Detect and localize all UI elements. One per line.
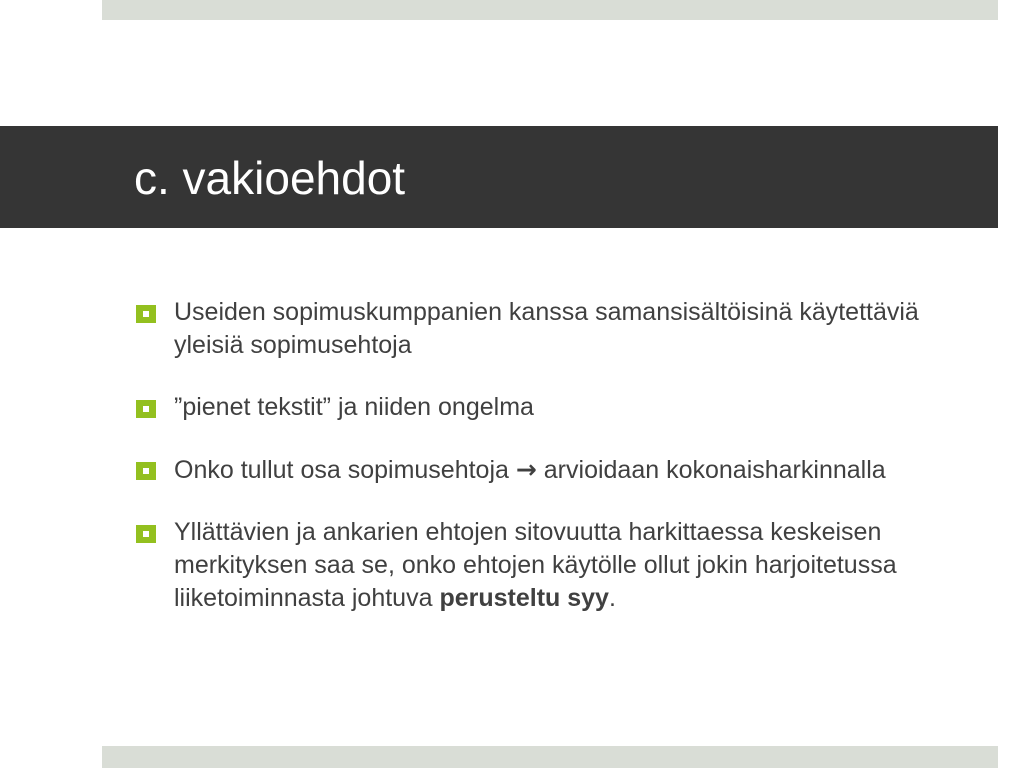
slide-title: c. vakioehdot <box>134 152 406 204</box>
square-bullet-icon <box>136 305 156 323</box>
top-decorative-band <box>102 0 998 20</box>
square-bullet-icon <box>136 400 156 418</box>
square-bullet-icon <box>136 462 156 480</box>
bullet-text-before: Yllättävien ja ankarien ehtojen sitovuutta harkittaessa keskeisen merkityksen saa se, onko ehtojen käytölle ollut jokin harjoitetussa liiketoiminnasta johtuva <box>174 518 897 612</box>
bullet-item-4 <box>136 516 966 615</box>
right-arrow-icon: → <box>515 455 537 484</box>
bullet-emphasis: perusteltu syy <box>439 584 609 612</box>
bullet-text: Useiden sopimuskumppanien kanssa samansisältöisinä käytettäviä yleisiä sopimusehtoja <box>174 298 919 359</box>
bullet-item-2 <box>136 391 966 424</box>
bullet-list <box>136 296 966 615</box>
bullet-text-after: . <box>608 584 616 612</box>
bullet-item-3 <box>136 453 966 487</box>
bullet-text: ”pienet tekstit” ja niiden ongelma <box>174 393 534 421</box>
bottom-decorative-band <box>102 746 998 768</box>
bullet-item-1 <box>136 296 966 362</box>
bullet-text-after: arvioidaan kokonaisharkinnalla <box>543 456 886 484</box>
bullet-text-before: Onko tullut osa sopimusehtoja <box>174 456 509 484</box>
square-bullet-icon <box>136 525 156 543</box>
